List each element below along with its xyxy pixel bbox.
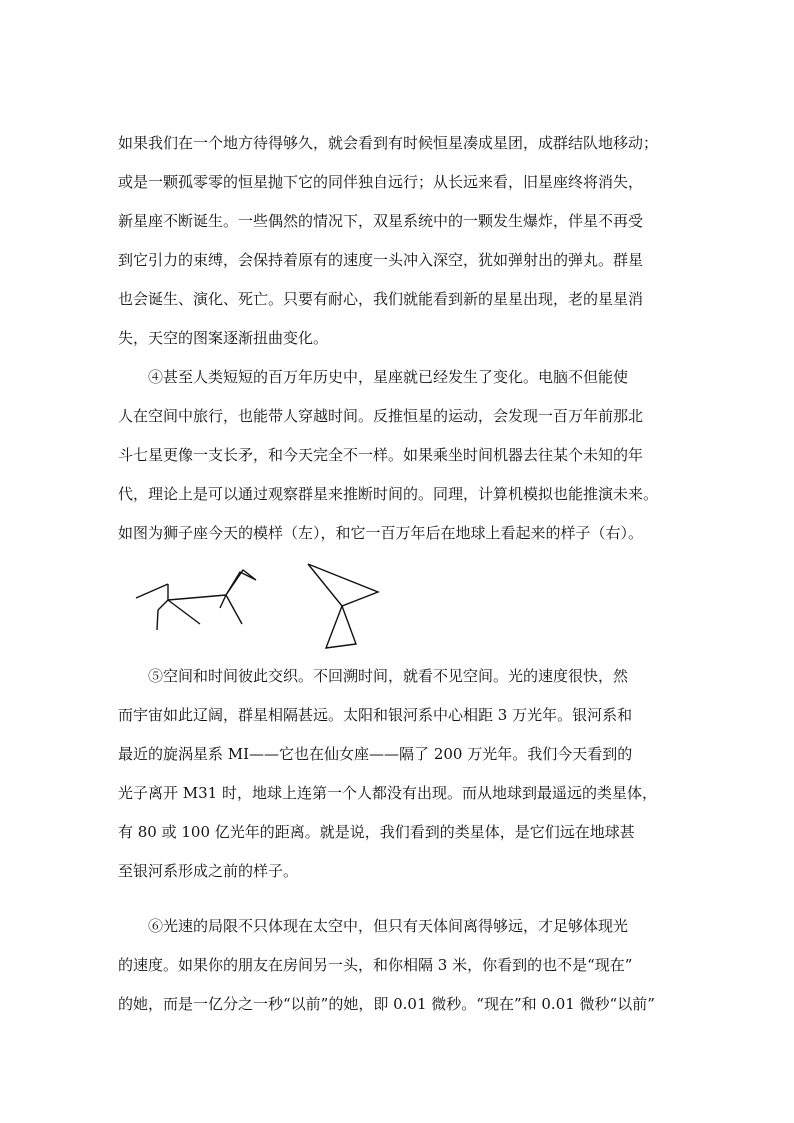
paragraph-line: 新星座不断诞生。一些偶然的情况下，双星系统中的一颗发生爆炸，伴星不再受 — [118, 212, 644, 230]
paragraph-line: 到它引力的束缚，会保持着原有的速度一头冲入深空，犹如弹射出的弹丸。群星 — [118, 251, 644, 269]
paragraph-line: 失，天空的图案逐渐扭曲变化。 — [118, 329, 329, 347]
paragraph-line: 代，理论上是可以通过观察群星来推断时间的。同理，计算机模拟也能推演未来。 — [118, 485, 659, 503]
paragraph-6-first-line: ⑥光速的局限不只体现在太空中，但只有天体间离得够远，才足够体现光 — [148, 917, 629, 935]
paragraph-line: 的速度。如果你的朋友在房间另一头，和你相隔 3 米，你看到的也不是“现在” — [118, 956, 633, 974]
paragraph-4-first-line: ④甚至人类短短的百万年历史中，星座就已经发生了变化。电脑不但能使 — [148, 368, 629, 386]
paragraph-line: 如果我们在一个地方待得够久，就会看到有时候恒星凑成星团，成群结队地移动； — [118, 134, 659, 152]
paragraph-line: 也会诞生、演化、死亡。只要有耐心，我们就能看到新的星星出现，老的星星消 — [118, 290, 644, 308]
paragraph-line: 有 80 或 100 亿光年的距离。就是说，我们看到的类星体，是它们远在地球甚 — [118, 823, 635, 841]
paragraph-line: 光子离开 M31 时，地球上连第一个人都没有出现。而从地球到最遥远的类星体， — [118, 784, 657, 802]
paragraph-line: 而宇宙如此辽阔，群星相隔甚远。太阳和银河系中心相距 3 万光年。银河系和 — [118, 706, 633, 724]
leo-today-sketch — [136, 570, 256, 630]
paragraph-line: 最近的旋涡星系 MI——它也在仙女座——隔了 200 万光年。我们今天看到的 — [118, 745, 633, 763]
constellation-diagram — [130, 558, 390, 654]
paragraph-line: 如图为狮子座今天的模样（左），和它一百万年后在地球上看起来的样子（右）。 — [118, 524, 644, 542]
paragraph-line: 或是一颗孤零零的恒星抛下它的同伴独自远行；从长远来看，旧星座终将消失， — [118, 173, 644, 191]
paragraph-5-first-line: ⑤空间和时间彼此交织。不回溯时间，就看不见空间。光的速度很快，然 — [148, 667, 629, 685]
paragraph-line: 斗七星更像一支长矛，和今天完全不一样。如果乘坐时间机器去往某个未知的年 — [118, 446, 644, 464]
leo-future-sketch — [308, 564, 378, 648]
paragraph-line: 至银河系形成之前的样子。 — [118, 862, 299, 880]
paragraph-line: 人在空间中旅行，也能带人穿越时间。反推恒星的运动，会发现一百万年前那北 — [118, 407, 644, 425]
paragraph-line: 的她，而是一亿分之一秒“以前”的她，即 0.01 微秒。“现在”和 0.01 微秒“以前” — [118, 995, 655, 1013]
leo-constellation-figure — [130, 558, 390, 654]
